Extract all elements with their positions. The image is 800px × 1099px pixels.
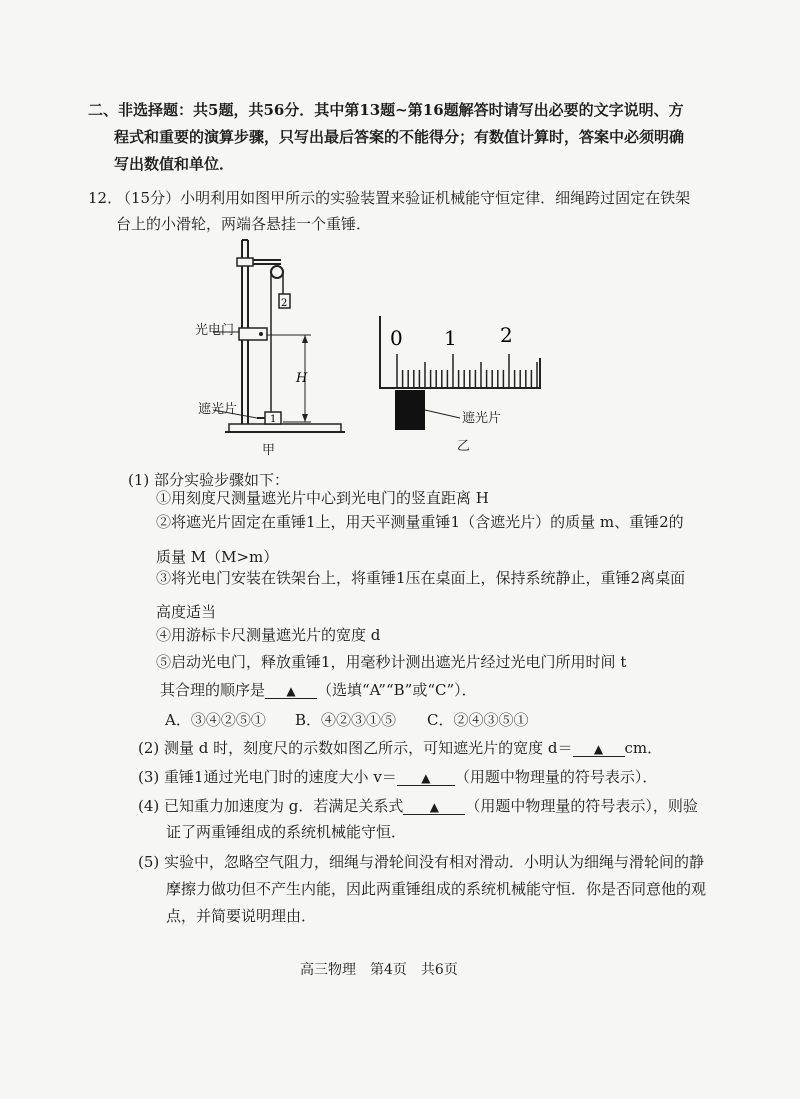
part1-step4: ④用游标卡尺测量遮光片的宽度 d xyxy=(156,626,381,644)
answer-blank-4[interactable] xyxy=(403,798,465,815)
table-base xyxy=(229,424,341,432)
question-stem-line1: （15分）小明利用如图甲所示的实验装置来验证机械能守恒定律．细绳跨过固定在铁架 xyxy=(116,189,691,207)
option-b: B．④②③①⑤ xyxy=(295,711,397,729)
part3-pre: (3) 重锤1通过光电门时的速度大小 v＝ xyxy=(138,768,397,786)
part4-line2: 证了两重锤组成的系统机械能守恒． xyxy=(166,823,407,841)
part1-prompt-post: （选填“A”“B”或“C”）． xyxy=(317,681,477,699)
section-heading-line1: 二、非选择题：共5题，共56分．其中第13题~第16题解答时请写出必要的文字说明、方 xyxy=(88,101,684,119)
part3 xyxy=(138,767,657,787)
part1-step3a: ③将光电门安装在铁架台上，将重锤1压在桌面上，保持系统静止，重锤2离桌面 xyxy=(156,569,686,587)
answer-mark-4: ▲ xyxy=(429,800,439,814)
figure-b-ruler xyxy=(370,312,545,437)
part4 xyxy=(138,796,698,816)
part4-pre: (4) 已知重力加速度为 g．若满足关系式 xyxy=(138,797,404,815)
part5-line1: (5) 实验中，忽略空气阻力，细绳与滑轮间没有相对滑动．小明认为细绳与滑轮间的静 xyxy=(138,853,705,871)
part1-step1: ①用刻度尺测量遮光片中心到光电门的竖直距离 H xyxy=(156,489,489,507)
tick-label-2: 2 xyxy=(500,323,513,347)
option-c: C．②④③⑤① xyxy=(427,711,529,729)
figure-b-caption: 乙 xyxy=(457,439,471,454)
figure-a-caption: 甲 xyxy=(262,443,276,458)
part5-line2: 摩擦力做功但不产生内能，因此两重锤组成的系统机械能守恒．你是否同意他的观 xyxy=(166,880,707,898)
h-label: H xyxy=(296,371,308,386)
weight-1-label: 1 xyxy=(270,414,277,425)
part5-line3: 点，并简要说明理由． xyxy=(166,907,317,925)
part4-post: （用题中物理量的符号表示），则验 xyxy=(465,797,698,815)
figure-a-apparatus xyxy=(195,232,345,460)
part1-intro: (1) 部分实验步骤如下： xyxy=(128,471,290,489)
answer-blank-3[interactable] xyxy=(397,769,455,786)
part1-step3b: 高度适当 xyxy=(156,603,217,621)
figure-a-shade-label: 遮光片 xyxy=(198,402,238,417)
page-footer: 高三物理 第4页 共6页 xyxy=(300,962,458,978)
tick-label-0: 0 xyxy=(390,326,403,350)
answer-blank-1[interactable] xyxy=(265,682,317,699)
part2-pre: (2) 测量 d 时，刻度尺的示数如图乙所示，可知遮光片的宽度 d＝ xyxy=(138,739,573,757)
weight-2-label: 2 xyxy=(281,298,288,309)
part3-post: （用题中物理量的符号表示）． xyxy=(454,768,658,786)
answer-blank-2[interactable] xyxy=(573,740,625,757)
option-a: A．③④②⑤① xyxy=(165,711,266,729)
part1-step2b: 质量 M（M>m） xyxy=(156,548,279,566)
shade-block xyxy=(395,390,425,430)
question-number: 12． xyxy=(88,189,123,207)
question-stem-line2: 台上的小滑轮，两端各悬挂一个重锤． xyxy=(116,215,372,233)
part2 xyxy=(138,738,662,758)
tick-label-1: 1 xyxy=(444,326,457,350)
section-heading-line2: 程式和重要的演算步骤，只写出最后答案的不能得分；有数值计算时，答案中必须明确 xyxy=(114,128,685,146)
pulley-icon xyxy=(271,266,283,278)
part1-step5: ⑤启动光电门，释放重锤1，用毫秒计测出遮光片经过光电门所用时间 t xyxy=(156,653,627,671)
part1-prompt-pre: 其合理的顺序是 xyxy=(160,681,266,699)
figure-b-shade-label: 遮光片 xyxy=(462,411,502,426)
part2-post: cm． xyxy=(624,739,663,757)
part1-step2a: ②将遮光片固定在重锤1上，用天平测量重锤1（含遮光片）的质量 m、重锤2的 xyxy=(156,513,684,531)
answer-mark-3: ▲ xyxy=(421,771,431,785)
ruler-body xyxy=(380,316,540,388)
answer-mark-1: ▲ xyxy=(286,684,296,698)
figure-a-gate-label: 光电门 xyxy=(195,323,235,338)
section-heading-line3: 写出数值和单位． xyxy=(114,155,235,173)
part1-prompt xyxy=(160,680,477,700)
answer-mark-2: ▲ xyxy=(593,742,604,756)
